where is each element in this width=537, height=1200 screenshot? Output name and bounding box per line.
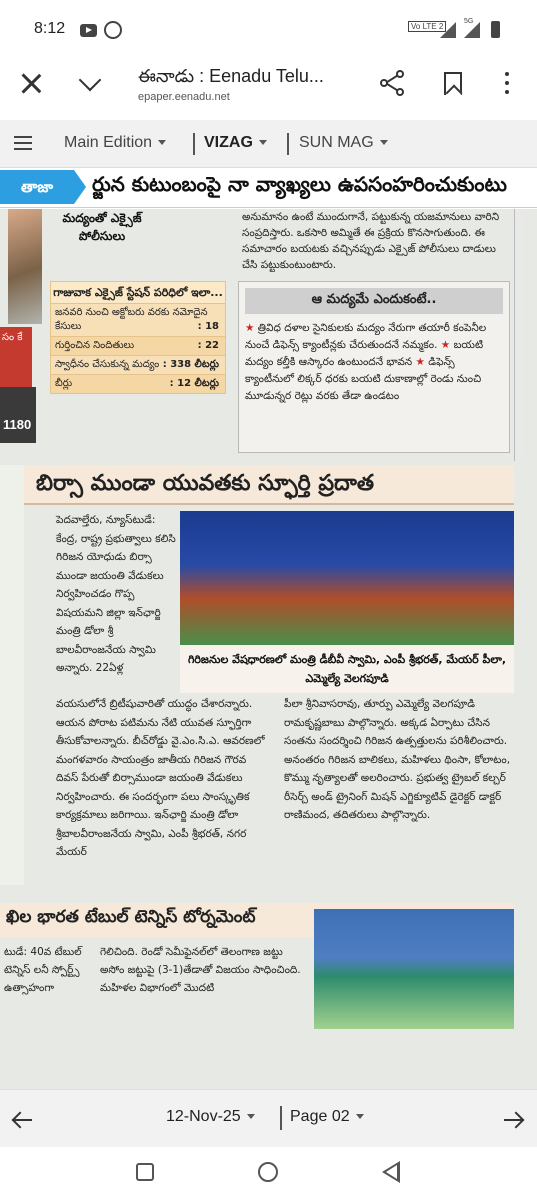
photo-caption: గిరిజనుల వేషధారణలో మంత్రి డీబీవీ స్వామి, ఎంపీ శ్రీభరత్, మేయర్ పీలా, ఎమ్మెల్యే వెలగపూడి [180,645,514,693]
stat-label: స్వాధీనం చేసుకున్న మద్యం [55,359,160,370]
why-point-1: త్రివిధ దళాల సైనికులకు మద్యం నేరుగా తయారీ కంపెనీల నుంచే డిఫెన్స్ క్యాంటీన్లకు చేరుతుందనే నమ్మకం. [245,322,487,351]
status-time: 8:12 [34,20,66,37]
birsa-headline: బిర్సా ముండా యువతకు స్ఫూర్తి ప్రదాత [36,471,375,496]
caret-down-icon [356,1114,364,1119]
edition-select-main[interactable] [64,134,166,152]
why-point-3: డిఫెన్స్ క్యాంటీనులో లిక్కర్ ధరకు బయటి దుకాణాల్లో రెండు నుంచి మూడున్నర రెట్లు వరకు తేడా ఉండటం [245,356,482,402]
stat-value: : 338 లీటర్లు [162,359,219,370]
page-title: ఈనాడు : Eenadu Telu... [138,66,324,86]
edition-divider [287,133,289,155]
tribal-event-photo [180,511,514,645]
whatsapp-notification-icon [104,21,122,39]
ticker-text[interactable]: ర్జున కుటుంబంపై నా వ్యాఖ్యలు ఉపసంహరించుకుంటు [92,172,507,196]
star-bullet-icon: ★ [245,322,255,334]
stat-row [51,355,225,374]
date-label: 12-Nov-25 [166,1108,241,1125]
why-point-2: బయటి మద్యం కల్తీకి ఆస్కారం ఉంటుందనే భావన [245,339,484,368]
latest-badge: తాజా [0,170,74,204]
battery-icon [491,21,500,38]
system-navigation-bar [0,1147,537,1200]
youtube-notification-icon [80,24,97,37]
stat-value: : 18 [197,321,219,332]
stat-row [51,374,225,393]
left-column-edge [0,465,24,885]
police-photo [8,209,42,324]
page-right-edge [514,209,522,461]
wifi-signal-icon [440,22,456,38]
status-bar [0,0,537,60]
headline-band [24,465,514,505]
arrow-left-icon[interactable] [12,1110,32,1130]
more-options-icon[interactable] [505,72,509,96]
nav-divider [280,1106,282,1130]
volte-icon: Vo LTE 2 [408,21,446,32]
birsa-body-col-1: పెదవాల్తేరు, న్యూస్‌టుడే: కేంద్ర, రాష్ట్ర ప్రభుత్వాలు కలిసి గిరిజన యోధుడు బిర్సా ముండా జయంతి వేడుకలు నిర్వహించడం గొప్ప విషయమని జిల్లా ఇన్‌ఛార్జి మంత్రి డోలా శ్రీ బాలవీరాంజనేయ స్వామి అన్నారు. 22ఏళ్ల [56,514,176,674]
breaking-news-ticker[interactable] [0,168,537,208]
home-icon[interactable] [258,1162,278,1182]
stat-label: గుర్తించిన నిందితులు [55,340,135,351]
why-box-title: ఆ మద్యమే ఎందుకంటే.. [245,288,503,314]
edition-sun-mag-label: SUN MAG [299,134,374,151]
table-tennis-body-col-2: గెలిచింది. రెండో సెమీఫైనల్‌లో తెలంగాణ జట్టు అసోం జట్టుపై (3-1)తేడాతో విజయం సాధించింది. మహిళల విభాగంలో మొదటి [100,946,301,994]
caret-down-icon [259,140,267,145]
page-label: Page 02 [290,1108,350,1125]
hamburger-menu-icon[interactable] [14,136,32,150]
birsa-body-col-3: పీలా శ్రీనివాసరావు, తూర్పు ఎమ్మెల్యే వెలగపూడి రామకృష్ణబాబు పాల్గొన్నారు. అక్కడ ఏర్పాటు చేసిన సంతను సందర్శించి గిరిజన ఉత్పత్తులను పరిశీలించారు. అనంతరం గిరిజన బాలికలు, మహిళలు థింసా, కోలాటం, కొమ్ము నృత్యాలతో అలరించారు. ప్రభుత్వ ట్రైబల్ కల్చర్ రీసెర్చ్ అండ్ ట్రైనింగ్ మిషన్ ఎగ్జిక్యూటివ్ డైరెక్టర్ డాక్టర్ రాణిమంద, తదితరులు పాల్గొన్నారు. [284,698,511,821]
page-navigation-bar [0,1089,537,1147]
date-select[interactable] [166,1108,255,1126]
edition-select-sun-mag[interactable] [299,134,388,152]
edition-divider [193,133,195,155]
why-box-text [239,314,509,411]
table-tennis-photo [314,909,514,1029]
browser-header [0,60,537,114]
edition-bar [0,120,537,168]
star-bullet-icon: ★ [415,356,425,368]
stat-label: జనవరి నుంచి అక్టోబరు వరకు నమోదైన కేసులు [55,307,208,332]
caret-down-icon [247,1114,255,1119]
recents-icon[interactable] [136,1163,154,1181]
stat-row [51,303,225,336]
caret-down-icon [380,140,388,145]
network-type-label: 5G [464,18,474,25]
birsa-body-col-2: వయసులోనే బ్రిటీషువారితో యుద్ధం చేశారన్నారు. ఆయన పోరాట పటిమను నేటి యువత స్ఫూర్తిగా తీసుకోవాలన్నారు. బీచ్‌రోడ్డు వై.ఎం.సి.ఎ. ఆవరణలో మంగళవారం సాయంత్రం జాతీయ గిరిజన గౌరవ దివస్ పేరుతో బిర్సాముండా జయంతి వేడుకలు నిర్వహించారు. ఈ సందర్భంగా పలు సాంస్కృతిక కార్యక్రమాలు జరిగాయి. ఇన్‌ఛార్జి మంత్రి డోలా శ్రీబాలవీరాంజనేయ స్వామి, ఎంపీ శ్రీభరత్, నగర మేయర్ [56,698,265,858]
caret-down-icon [158,140,166,145]
stat-row [51,336,225,355]
table-tennis-body-col-1: టుడే: 40వ టేబుల్ టెన్నిస్ లనీ స్పోర్ట్స్ ఉత్సాహంగా [4,946,82,994]
close-icon[interactable] [20,72,42,94]
excise-stat-box [50,281,226,394]
bookmark-icon[interactable] [444,72,462,95]
edition-select-vizag[interactable] [204,134,267,152]
table-tennis-headline: ఖిల భారత టేబుల్ టెన్నిస్ టోర్నమెంట్ [6,907,256,927]
back-icon[interactable] [382,1161,400,1183]
stat-value: : 12 లీటర్లు [169,378,219,389]
page-url: epaper.eenadu.net [138,91,230,103]
edition-vizag-label: VIZAG [204,134,253,151]
excise-story-box [44,209,230,459]
stat-value: : 22 [197,340,219,351]
page-bottom-margin [0,1029,537,1089]
stat-heading: గాజువాక ఎక్సైజ్ స్టేషన్ పరిధిలో ఇలా... [51,282,225,303]
left-red-ad: సం కే [0,327,32,387]
stat-label: బీర్లు [55,378,73,389]
left-dark-ad: 1180 [0,387,36,443]
why-box [238,281,510,453]
page-select[interactable] [290,1108,364,1126]
arrow-right-icon[interactable] [504,1110,524,1130]
epaper-page[interactable] [0,209,537,1029]
excise-body-text: అనుమానం ఉంటే ముందుగానే, పట్టుకున్న యజమానులు వారిని సంప్రదిస్తారు. ఒకసారి అమ్మితే ఈ ప్రక్రియ కొనసాగుతుంది. ఈ సమాచారం బయటకు వచ్చినప్పుడు ఎక్సైజ్ పోలీసులు దాడులు చేసి పట్టుకుంటుంటారు. [242,211,500,271]
star-bullet-icon: ★ [440,339,451,351]
excise-kicker: మద్యంతో ఎక్సైజ్ పోలీసులు [62,211,142,243]
chevron-down-icon[interactable] [79,69,102,92]
share-icon[interactable] [380,70,406,96]
edition-main-label: Main Edition [64,134,153,151]
